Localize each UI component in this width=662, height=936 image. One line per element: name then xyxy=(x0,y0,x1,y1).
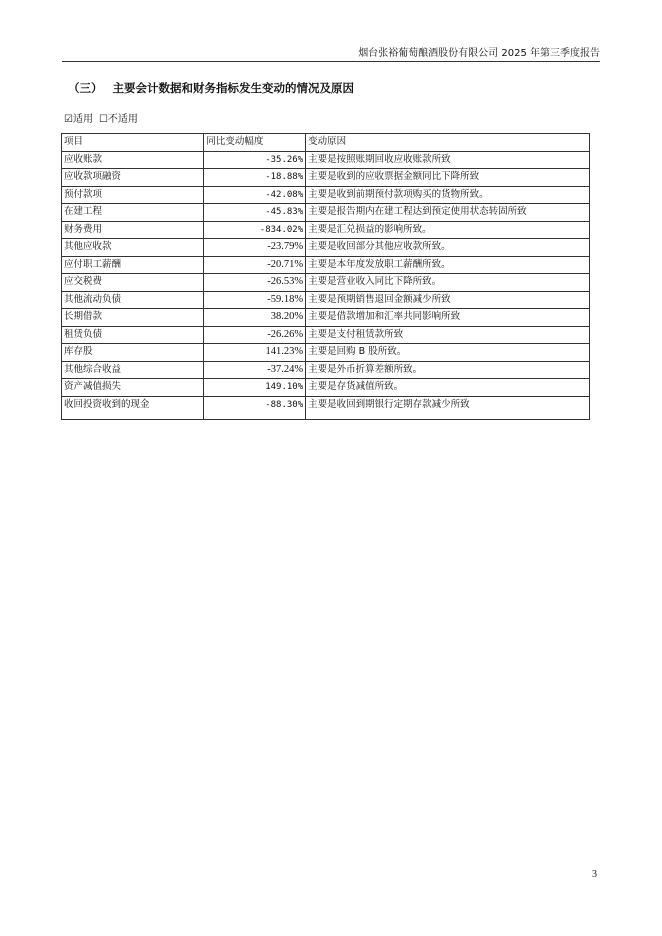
table-row xyxy=(62,186,590,204)
row-change: -37.24% xyxy=(204,361,306,379)
row-item: 财务费用 xyxy=(62,221,204,239)
section-title-text: 主要会计数据和财务指标发生变动的情况及原因 xyxy=(112,81,354,95)
row-item: 库存股 xyxy=(62,344,204,362)
row-item: 收回投资收到的现金 xyxy=(62,396,204,419)
row-reason: 主要是按照账期回收应收账款所致 xyxy=(306,151,590,169)
table-row xyxy=(62,204,590,222)
row-reason: 主要是收到前期预付款项购买的货物所致。 xyxy=(306,186,590,204)
section-title xyxy=(68,80,354,96)
header-divider xyxy=(62,61,600,62)
table-row xyxy=(62,396,590,419)
row-item: 长期借款 xyxy=(62,309,204,327)
row-reason: 主要是存货减值所致。 xyxy=(306,379,590,397)
report-header: 烟台张裕葡萄酿酒股份有限公司 2025 年第三季度报告 xyxy=(358,48,600,59)
row-change: -834.02% xyxy=(204,221,306,239)
row-item: 应付职工薪酬 xyxy=(62,256,204,274)
row-reason: 主要是收到的应收票据金额同比下降所致 xyxy=(306,169,590,187)
row-item: 应交税费 xyxy=(62,274,204,292)
page-number: 3 xyxy=(592,869,597,880)
table-row xyxy=(62,326,590,344)
row-reason: 主要是回购 B 股所致。 xyxy=(306,344,590,362)
row-reason: 主要是汇兑损益的影响所致。 xyxy=(306,221,590,239)
row-change: -26.53% xyxy=(204,274,306,292)
row-reason: 主要是外币折算差额所致。 xyxy=(306,361,590,379)
table-row xyxy=(62,221,590,239)
row-change: -18.88% xyxy=(204,169,306,187)
row-reason: 主要是收回部分其他应收款所致。 xyxy=(306,239,590,257)
table-row xyxy=(62,309,590,327)
applicable-checkbox: ☑适用 xyxy=(64,114,93,125)
row-change: -45.83% xyxy=(204,204,306,222)
row-reason: 主要是借款增加和汇率共同影响所致 xyxy=(306,309,590,327)
row-change: 38.20% xyxy=(204,309,306,327)
row-change: -42.08% xyxy=(204,186,306,204)
table-row xyxy=(62,361,590,379)
row-item: 在建工程 xyxy=(62,204,204,222)
table-row xyxy=(62,169,590,187)
header-change: 同比变动幅度 xyxy=(204,134,306,152)
row-reason: 主要是支付租赁款所致 xyxy=(306,326,590,344)
row-change: 141.23% xyxy=(204,344,306,362)
row-change: -20.71% xyxy=(204,256,306,274)
row-item: 其他综合收益 xyxy=(62,361,204,379)
table-row xyxy=(62,274,590,292)
table-header-row xyxy=(62,134,590,152)
row-item: 租赁负债 xyxy=(62,326,204,344)
row-change: -26.26% xyxy=(204,326,306,344)
row-change: -23.79% xyxy=(204,239,306,257)
row-item: 资产减值损失 xyxy=(62,379,204,397)
row-reason: 主要是报告期内在建工程达到预定使用状态转固所致 xyxy=(306,204,590,222)
row-change: -59.18% xyxy=(204,291,306,309)
row-change: -88.30% xyxy=(204,396,306,419)
row-item: 应收账款 xyxy=(62,151,204,169)
header-item: 项目 xyxy=(62,134,204,152)
table-row xyxy=(62,344,590,362)
row-reason: 主要是营业收入同比下降所致。 xyxy=(306,274,590,292)
row-change: -35.26% xyxy=(204,151,306,169)
not-applicable-checkbox: ☐不适用 xyxy=(98,114,138,125)
applicability-options xyxy=(64,110,138,125)
header-reason: 变动原因 xyxy=(306,134,590,152)
row-change: 149.10% xyxy=(204,379,306,397)
row-reason: 主要是预期销售退回金额减少所致 xyxy=(306,291,590,309)
row-item: 其他应收款 xyxy=(62,239,204,257)
change-table xyxy=(61,133,590,420)
table-row xyxy=(62,239,590,257)
table-row xyxy=(62,291,590,309)
row-reason: 主要是本年度发放职工薪酬所致。 xyxy=(306,256,590,274)
table-row xyxy=(62,256,590,274)
table-row xyxy=(62,379,590,397)
row-item: 其他流动负债 xyxy=(62,291,204,309)
section-number: （三） xyxy=(68,81,103,95)
row-item: 应收款项融资 xyxy=(62,169,204,187)
row-reason: 主要是收回到期银行定期存款减少所致 xyxy=(306,396,590,419)
row-item: 预付款项 xyxy=(62,186,204,204)
table-row xyxy=(62,151,590,169)
